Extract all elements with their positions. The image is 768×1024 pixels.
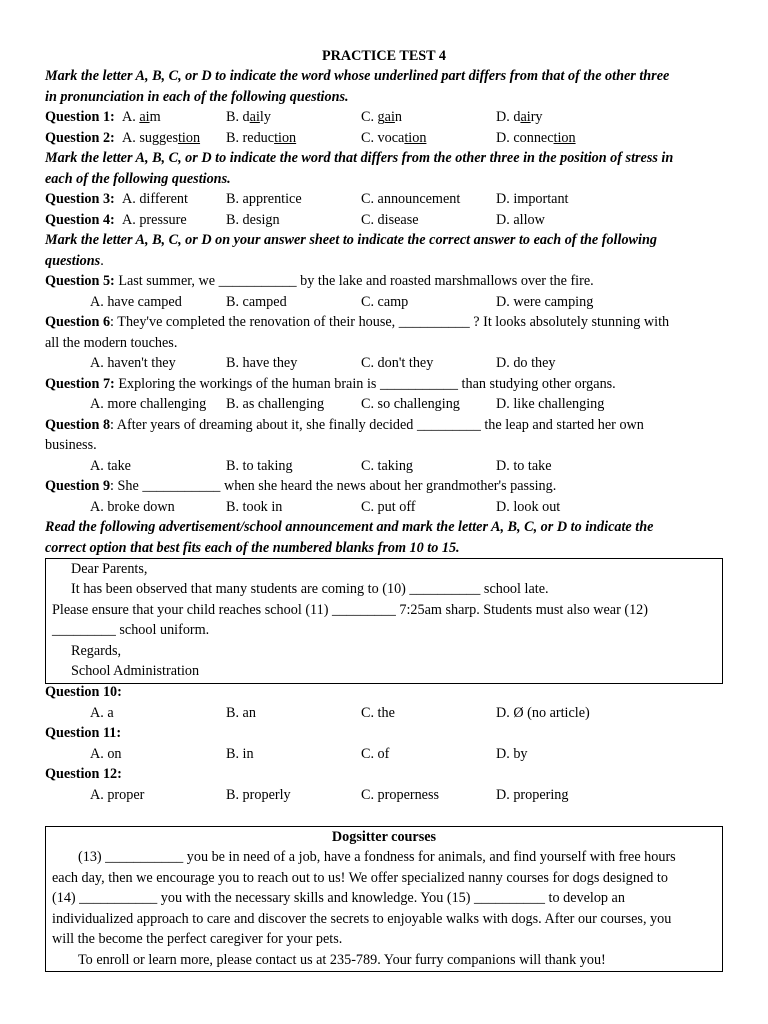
letter-greeting: Dear Parents, bbox=[71, 561, 148, 577]
option-a: A. more challenging bbox=[90, 396, 207, 412]
option-d: D. Ø (no article) bbox=[496, 705, 590, 721]
option-b: B. design bbox=[226, 212, 280, 228]
option-b: B. properly bbox=[226, 787, 291, 803]
question-1 bbox=[45, 107, 725, 127]
question-label: Question 7: bbox=[45, 376, 115, 392]
option-b: B. reduction bbox=[226, 130, 297, 146]
question-12-options bbox=[45, 785, 725, 805]
letter-line: Please ensure that your child reaches school (11) _________ 7:25am sharp. Students must also wear (12) bbox=[52, 602, 648, 618]
section1-instruction-cont: in pronunciation in each of the following questions. bbox=[45, 89, 349, 105]
option-a: A. take bbox=[90, 458, 131, 474]
question-text: Last summer, we ___________ by the lake and roasted marshmallows over the fire. bbox=[114, 273, 594, 289]
ad-contact: To enroll or learn more, please contact us at 235-789. Your furry companions will thank you! bbox=[78, 952, 606, 968]
option-d: D. connection bbox=[496, 130, 576, 146]
question-text: Exploring the workings of the human brain is ___________ than studying other organs. bbox=[114, 376, 616, 392]
section3-instruction-cont: questions. bbox=[45, 253, 104, 269]
section2-instruction-cont: each of the following questions. bbox=[45, 171, 231, 187]
option-d: D. look out bbox=[496, 499, 561, 515]
option-c: C. so challenging bbox=[361, 396, 460, 412]
option-c: C. disease bbox=[361, 212, 419, 228]
letter-line: _________ school uniform. bbox=[52, 622, 210, 638]
question-6-options bbox=[45, 353, 725, 373]
option-a: A. aim bbox=[122, 109, 161, 125]
question-label: Question 9 bbox=[45, 478, 111, 494]
option-c: C. properness bbox=[361, 787, 440, 803]
option-c: C. put off bbox=[361, 499, 416, 515]
section2-instruction: Mark the letter A, B, C, or D to indicate the word that differs from the other three in the position of stress in bbox=[45, 150, 674, 166]
option-c: C. the bbox=[361, 705, 395, 721]
ad-line: each day, then we encourage you to reach out to us! We offer specialized nanny courses for dogs designed to bbox=[52, 870, 668, 886]
question-label: Question 4: bbox=[45, 212, 115, 228]
option-a: A. a bbox=[90, 705, 114, 721]
question-text: : After years of dreaming about it, she finally decided _________ the leap and started her own bbox=[110, 417, 644, 433]
option-d: D. like challenging bbox=[496, 396, 605, 412]
question-10-options bbox=[45, 703, 725, 723]
question-11-options bbox=[45, 744, 725, 764]
option-c: C. gain bbox=[361, 109, 402, 125]
option-b: B. took in bbox=[226, 499, 283, 515]
question-label: Question 6 bbox=[45, 314, 111, 330]
option-c: C. vocation bbox=[361, 130, 427, 146]
question-5-options bbox=[45, 292, 725, 312]
option-a: A. haven't they bbox=[90, 355, 176, 371]
question-7-options bbox=[45, 394, 725, 414]
letter-line: It has been observed that many students are coming to (10) __________ school late. bbox=[71, 581, 549, 597]
question-9 bbox=[45, 476, 556, 496]
question-label: Question 8 bbox=[45, 417, 111, 433]
section1-instruction: Mark the letter A, B, C, or D to indicate the word whose underlined part differs from that of the other three bbox=[45, 68, 670, 84]
option-d: D. were camping bbox=[496, 294, 594, 310]
announcement-box bbox=[45, 558, 723, 684]
question-text: : She ___________ when she heard the news about her grandmother's passing. bbox=[110, 478, 557, 494]
question-5 bbox=[45, 271, 594, 291]
option-c: C. announcement bbox=[361, 191, 461, 207]
option-d: D. allow bbox=[496, 212, 545, 228]
question-2 bbox=[45, 128, 725, 148]
section4-instruction: Read the following advertisement/school announcement and mark the letter A, B, C, or D to indicate the bbox=[45, 519, 654, 535]
ad-title: Dogsitter courses bbox=[331, 829, 437, 845]
question-7 bbox=[45, 374, 616, 394]
option-d: D. by bbox=[496, 746, 528, 762]
option-b: B. camped bbox=[226, 294, 287, 310]
question-label: Question 3: bbox=[45, 191, 115, 207]
option-d: D. to take bbox=[496, 458, 552, 474]
question-label: Question 5: bbox=[45, 273, 115, 289]
question-3 bbox=[45, 189, 725, 209]
advertisement-box bbox=[45, 826, 723, 972]
question-10: Question 10: bbox=[45, 684, 122, 700]
ad-line: (13) ___________ you be in need of a job, have a fondness for animals, and find yourself with free hours bbox=[78, 849, 676, 865]
option-b: B. daily bbox=[226, 109, 271, 125]
option-b: B. to taking bbox=[226, 458, 293, 474]
option-d: D. dairy bbox=[496, 109, 543, 125]
page-title: PRACTICE TEST 4 bbox=[321, 48, 447, 64]
option-d: D. do they bbox=[496, 355, 556, 371]
section4-instruction-cont: correct option that best fits each of the numbered blanks from 10 to 15. bbox=[45, 540, 460, 556]
option-c: C. of bbox=[361, 746, 390, 762]
question-6-cont: all the modern touches. bbox=[45, 335, 178, 351]
question-12: Question 12: bbox=[45, 766, 122, 782]
question-9-options bbox=[45, 497, 725, 517]
option-a: A. pressure bbox=[122, 212, 187, 228]
option-a: A. broke down bbox=[90, 499, 175, 515]
letter-signature: School Administration bbox=[71, 663, 200, 679]
option-d: D. important bbox=[496, 191, 569, 207]
ad-line: individualized approach to care and discover the secrets to enjoyable walks with dogs. After our courses, you bbox=[52, 911, 672, 927]
question-8 bbox=[45, 415, 644, 435]
option-c: C. camp bbox=[361, 294, 409, 310]
option-c: C. don't they bbox=[361, 355, 434, 371]
question-label: Question 2: bbox=[45, 130, 115, 146]
section3-instruction: Mark the letter A, B, C, or D on your answer sheet to indicate the correct answer to each of the following bbox=[45, 232, 657, 248]
option-c: C. taking bbox=[361, 458, 414, 474]
question-6 bbox=[45, 312, 669, 332]
question-8-cont: business. bbox=[45, 437, 97, 453]
option-b: B. apprentice bbox=[226, 191, 302, 207]
option-a: A. have camped bbox=[90, 294, 182, 310]
question-8-options bbox=[45, 456, 725, 476]
letter-closing: Regards, bbox=[71, 643, 122, 659]
option-b: B. as challenging bbox=[226, 396, 325, 412]
ad-line: (14) ___________ you with the necessary skills and knowledge. You (15) __________ to develop an bbox=[52, 890, 625, 906]
question-11: Question 11: bbox=[45, 725, 122, 741]
option-a: A. proper bbox=[90, 787, 145, 803]
question-4 bbox=[45, 210, 725, 230]
option-a: A. on bbox=[90, 746, 122, 762]
option-a: A. suggestion bbox=[122, 130, 201, 146]
option-a: A. different bbox=[122, 191, 188, 207]
option-d: D. propering bbox=[496, 787, 569, 803]
question-text: : They've completed the renovation of their house, __________ ? It looks absolutely stunning with bbox=[110, 314, 670, 330]
option-b: B. in bbox=[226, 746, 254, 762]
option-b: B. have they bbox=[226, 355, 298, 371]
ad-line: will the become the perfect caregiver for your pets. bbox=[52, 931, 343, 947]
question-label: Question 1: bbox=[45, 109, 115, 125]
option-b: B. an bbox=[226, 705, 256, 721]
